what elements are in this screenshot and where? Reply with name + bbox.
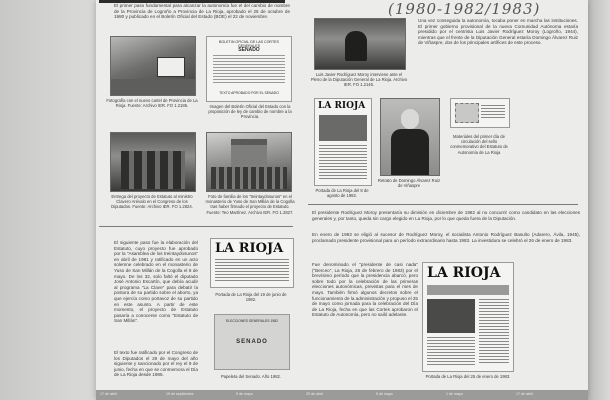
newspaper-text bbox=[319, 145, 367, 181]
boe-footer: TEXTO APROBADO POR EL SENADO bbox=[219, 91, 279, 95]
portrait-head bbox=[401, 109, 419, 129]
people-group bbox=[121, 151, 185, 189]
caption-retrato: Retrato de Domingo Álvarez Ruiz de Viñaspre bbox=[377, 178, 441, 189]
sucesor-text: En enero de 1983 se eligió al sucesor de Rodríguez Moroy, el socialista Antonio Rodríguez Basulto (Adarero, Ávila, 1945), proclamado presidente provisional para un período extraordinario hasta 1983. La investidura se celebró el 26 de enero de 1983. bbox=[312, 232, 580, 243]
newspaper-masthead: LA RIOJA bbox=[215, 241, 284, 256]
front-page-column bbox=[479, 299, 509, 365]
caption-entrega: Entrega del proyecto de Estatuto al ministro Clavero Arévalo en el Congreso de los Diputados. Fuente: Archivo IER. FO 1.2824. bbox=[111, 194, 193, 210]
group-crowd bbox=[211, 167, 287, 189]
timeline-date: 1 de mayo bbox=[446, 392, 463, 396]
timeline-date: 17 de abril bbox=[516, 392, 533, 396]
ballot-title: ELECCIONES GENERALES 1982 bbox=[225, 319, 278, 323]
caption-materiales: Materiales del primer día de circulación del sello conmemorativo del Estatuto de Autonomía de La Rioja bbox=[450, 134, 508, 155]
newspaper-19-junio bbox=[210, 238, 294, 288]
newspaper-masthead-3: LA RIOJA bbox=[427, 265, 501, 281]
boe-header: BOLETIN OFICIAL DE LAS CORTES GENERALES bbox=[219, 40, 279, 48]
ballot-senado bbox=[214, 314, 290, 370]
caption-portada-25-enero: Portada de La Rioja del 25 de enero de 1983. bbox=[425, 374, 511, 379]
road-sign-photo bbox=[110, 36, 196, 96]
bottom-timeline bbox=[96, 390, 588, 400]
boe-document bbox=[206, 36, 292, 102]
divider-right bbox=[308, 204, 578, 205]
caption-papeleta: Papeleta del Senado. Año 1982. bbox=[220, 374, 282, 379]
headline-bar bbox=[427, 285, 509, 295]
wall-shadow bbox=[588, 0, 610, 400]
monasterio-photo bbox=[206, 132, 292, 192]
newspaper-masthead-2: LA RIOJA bbox=[318, 101, 366, 111]
timeline-date: 25 de abril bbox=[306, 392, 323, 396]
newspaper-25-enero bbox=[422, 262, 514, 372]
boe-chamber: SENADO bbox=[238, 47, 260, 53]
front-page-photo bbox=[427, 299, 475, 333]
portrait-body bbox=[391, 129, 429, 175]
envelope-text bbox=[481, 105, 505, 119]
newspaper-photo bbox=[319, 115, 367, 141]
presidente-text: Fue denominado el "presidente de casi nada" ("Berceo", La Rioja, 26 de febrero de 1983) por el brevísimo período que la presidencia abarcó, pero sobre todo por la celebración de las primeras elecciones autonómicas, previstas para el mes de mayo. También firmó algunos decretos sobre el funcionamiento de la administración y propuso el 25 de mayo como jornada para la celebración del Día de La Rioja, fecha en que las Cortes aprobaron el Estatuto de Autonomía, pero no sailó adelante. bbox=[312, 262, 418, 318]
rodriguez-moroy-photo bbox=[314, 18, 406, 70]
portrait-photo bbox=[380, 98, 440, 176]
instituciones-text: Una vez conseguida la autonomía, tocaba poner en marcha las instituciones. El primer gobierno provisional de la nueva Comunidad Autónoma estaría presidido por el centrista Luis Javier Rodríguez Moroy (Logroño, 1944), mientras que el frente de la Diputación General estaría Domingo Álvarez Ruiz de Viñaspre, dos de los principales artífices de este proceso. bbox=[418, 18, 578, 46]
section-title: (1980-1982/1983) bbox=[388, 0, 541, 18]
stamp-materials bbox=[450, 98, 510, 128]
caption-portada-19-junio: Portada de La Rioja del 19 de junio de 1982. bbox=[215, 292, 287, 303]
timeline-date: 5 de mayo bbox=[236, 392, 253, 396]
front-page-text bbox=[427, 337, 475, 365]
timeline-date: 5 de mayo bbox=[376, 392, 393, 396]
divider bbox=[99, 226, 293, 227]
newspaper-8-agosto bbox=[314, 98, 372, 186]
caption-boe: Imagen del Boletín Oficial del Estado con la proposición de ley de cambio de nombre a la Provincia. bbox=[208, 104, 292, 120]
road-sign bbox=[157, 57, 185, 77]
newspaper-columns bbox=[215, 259, 289, 283]
exhibit-panel bbox=[96, 0, 588, 400]
caption-road-sign: Fotografía con el nuevo cartel de Provincia de La Rioja. Fuente: Archivo IER. FO 1.2186. bbox=[106, 98, 198, 109]
estatuto-text: El siguiente paso fue la elaboración del Estatuto, cuyo proyecto fue aprobado por la "Asamblea de los treintaydosunos" en abril de 1981 y ratificado en un acto solemne celebrado en el monasterio de Yuso de San Millán de la Cogolla el 8 de mayo. De los 32, solo faltó el diputado José Antonio Escartín, que debía acudir al programa "La Clave" para debatir la postura de su partido sobre el aborto, ya que ejercía como portavoz de su partido en este asunto. A partir de este momento, el proyecto de Estatuto pasaría a conocerse como "Estatuto de San Millán". bbox=[114, 240, 198, 324]
caption-monasterio: Foto de familia de los "treintaydosunos" en el monasterio de Yuso de San Millán de la Cogolla tras haber firmado el proyecto de Estatuto. Fuente: Teo Martínez. Archivo IER. FO 1.2827. bbox=[205, 194, 295, 215]
road bbox=[111, 79, 195, 95]
intro-text: El primer paso fundamental para alcanzar la autonomía fue el del cambio de nombre de la Provincia de Logroño a Provincia de La Rioja, aprobado el 25 de octubre de 1980 y publicado en el Boletín Oficial del Estado (BOE) el 22 de noviembre. bbox=[114, 3, 290, 20]
ratificacion-text: El texto fue ratificado por el Congreso de los Diputados el 29 de mayo del año siguiente y sancionado por el rey el 9 de junio, fecha en que se conmemora el Día de La Rioja desde 1985. bbox=[114, 350, 198, 378]
dimision-text: El presidente Rodríguez Moroy presentaría su dimisión en diciembre de 1982 al no concurrir como candidato en las elecciones generales y, por tanto, queda sin cargo elegido en La Rioja, por lo que queda fuera de la Diputación. bbox=[312, 210, 580, 221]
speaker-figure bbox=[345, 31, 367, 61]
entrega-photo bbox=[110, 132, 196, 192]
stamp bbox=[455, 103, 479, 123]
timeline-date: 17 de abril bbox=[100, 392, 117, 396]
timeline-date: 19 de septiembre bbox=[166, 392, 194, 396]
boe-text-lines bbox=[213, 55, 285, 85]
caption-portada-8-agosto: Portada de La Rioja del 8 de agosto de 1982. bbox=[315, 188, 369, 199]
ballot-chamber: SENADO bbox=[236, 339, 268, 345]
caption-rodriguez-moroy: Luis Javier Rodríguez Moroy interviene ante el Pleno de la Diputación General de La Rioja. Archivo IER. FO 1.2145. bbox=[310, 72, 408, 88]
